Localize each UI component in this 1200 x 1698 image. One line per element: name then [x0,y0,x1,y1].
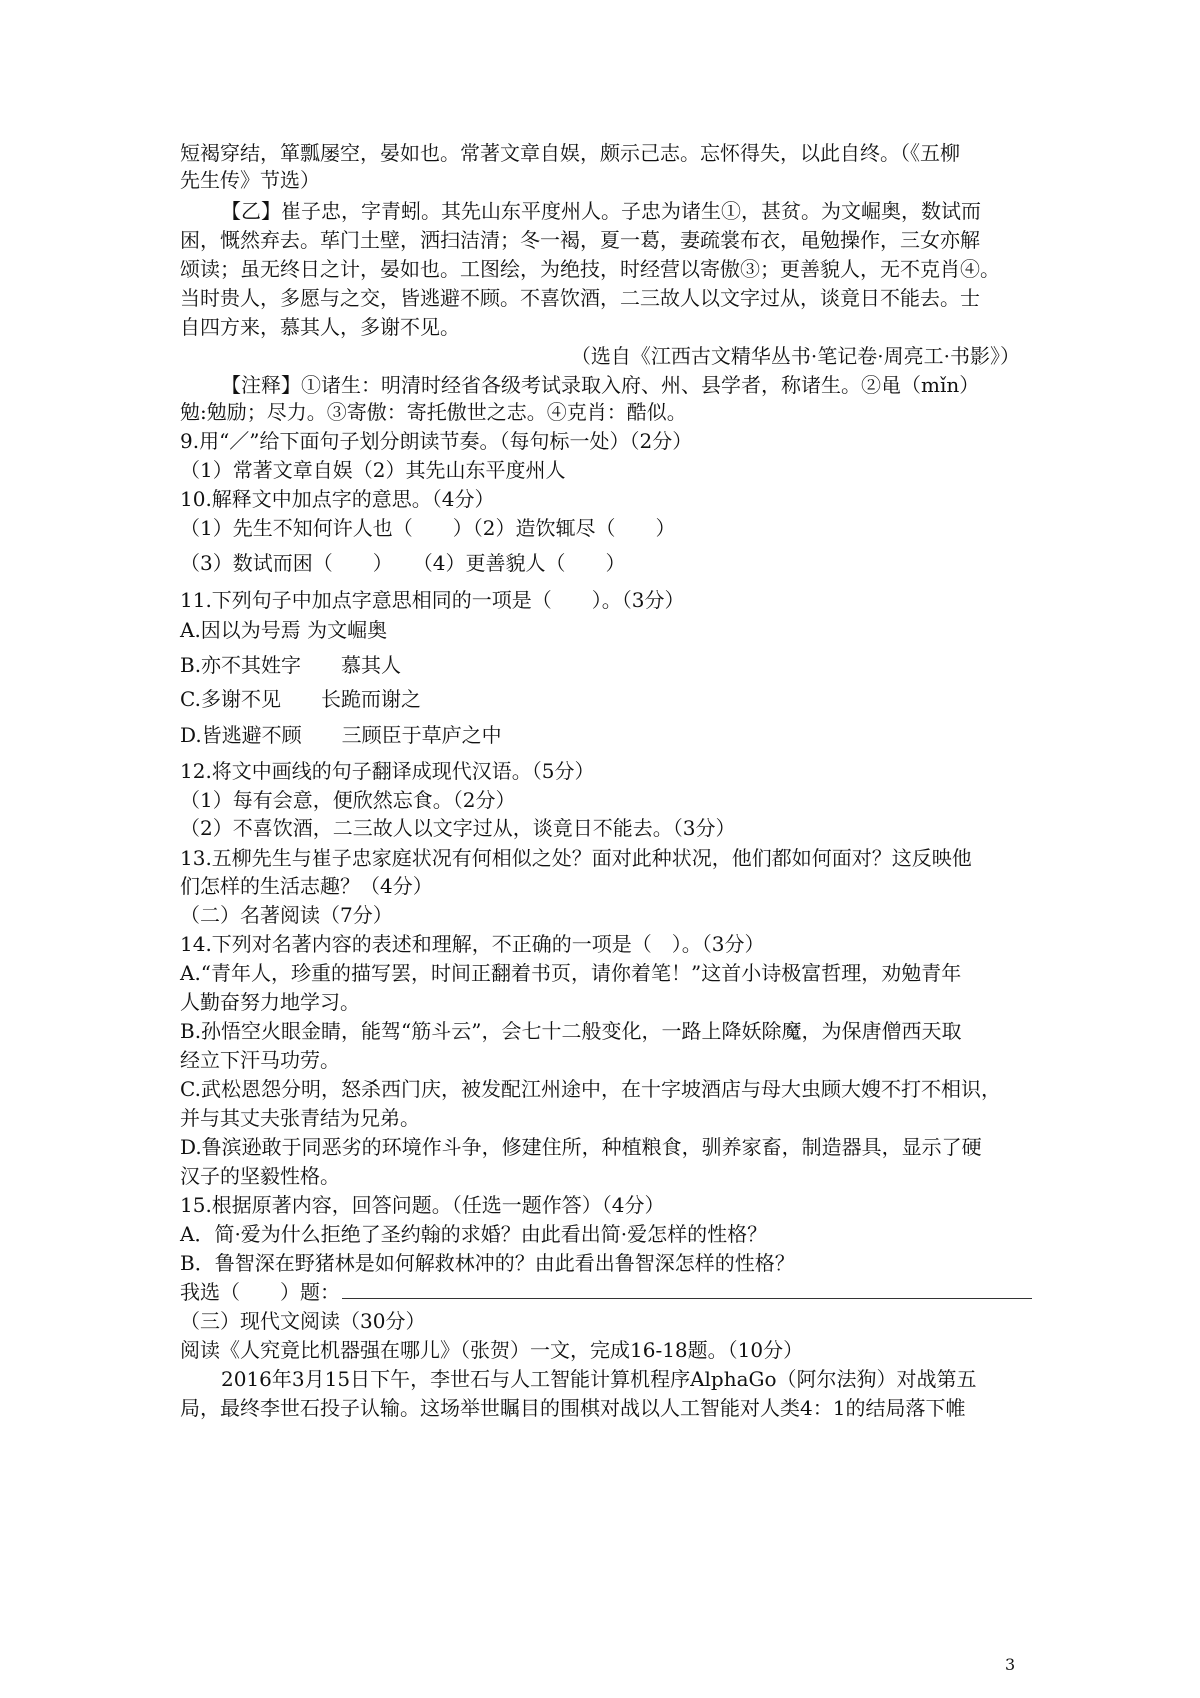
section-heading: （三）现代文阅读（30分） [180,1309,426,1333]
text-line: 先生传》节选） [180,168,320,192]
text-line: 困，慨然弃去。荜门土壁，洒扫洁清；冬一褐，夏一葛，妻疏裳布衣，黾勉操作，三女亦解 [180,228,980,252]
question-13: 13.五柳先生与崔子忠家庭状况有何相似之处？面对此种状况，他们都如何面对？这反映他 [180,846,972,870]
text-line: 颂读；虽无终日之计，晏如也。工图绘，为绝技，时经营以寄傲③；更善貌人，无不克肖④。 [180,257,1000,281]
answer-prompt: 我选（ ）题： [180,1280,340,1304]
text-line: 汉子的坚毅性格。 [180,1164,340,1188]
text-line: 2016年3月15日下午，李世石与人工智能计算机程序AlphaGo（阿尔法狗）对战第五 [221,1367,977,1391]
text-line: 【乙】崔子忠，字青蚓。其先山东平度州人。子忠为诸生①，甚贫。为文崛奥，数试而 [221,199,981,223]
option-d: D.鲁滨逊敢于同恶劣的环境作斗争，修建住所，种植粮食，驯养家畜，制造器具，显示了硬 [180,1135,982,1159]
question-12: 12.将文中画线的句子翻译成现代汉语。（5分） [180,759,595,783]
text-line: 们怎样的生活志趣？（4分） [180,874,433,898]
text-line: （1）常著文章自娱（2）其先山东平度州人 [180,458,566,482]
text-line: （1）每有会意，便欣然忘食。（2分） [180,788,516,812]
text-line: （3）数试而困（ ） （4）更善貌人（ ） [180,551,626,575]
question-11: 11.下列句子中加点字意思相同的一项是（ ）。（3分） [180,588,685,612]
answer-line [180,1279,1020,1305]
option-b: B．鲁智深在野猪林是如何解救林冲的？由此看出鲁智深怎样的性格？ [180,1251,795,1275]
text-line: 阅读《人究竟比机器强在哪儿》（张贺）一文，完成16-18题。（10分） [180,1338,804,1362]
option-b: B.亦不其姓字 慕其人 [180,653,402,677]
option-a: A．简·爱为什么拒绝了圣约翰的求婚？由此看出简·爱怎样的性格？ [180,1222,768,1246]
question-14: 14.下列对名著内容的表述和理解，不正确的一项是（ ）。（3分） [180,932,765,956]
text-line: 自四方来，慕其人，多谢不见。 [180,315,460,339]
question-10: 10.解释文中加点字的意思。（4分） [180,487,495,511]
section-heading: （二）名著阅读（7分） [180,903,393,927]
text-line: 短褐穿结，箪瓢屡空，晏如也。常著文章自娱，颇示己志。忘怀得失，以此自终。（《五柳 [180,141,960,165]
text-line: （1）先生不知何许人也（ ）（2）造饮辄尽（ ） [180,516,676,540]
option-d: D.皆逃避不顾 三顾臣于草庐之中 [180,723,502,747]
option-c: C.武松恩怨分明，怒杀西门庆，被发配江州途中，在十字坡酒店与母大虫顾大嫂不打不相识， [180,1077,1001,1101]
page-number: 3 [1005,1655,1016,1674]
text-line: 当时贵人，多愿与之交，皆逃避不顾。不喜饮酒，二三故人以文字过从，谈竟日不能去。士 [180,286,980,310]
question-15: 15.根据原著内容，回答问题。（任选一题作答）（4分） [180,1193,665,1217]
option-c: C.多谢不见 长跪而谢之 [180,687,421,711]
source-citation: （选自《江西古文精华丛书·笔记卷·周亮工·书影》） [570,344,1020,368]
option-a: A.因以为号焉 为文崛奥 [180,618,388,642]
text-line: （2）不喜饮酒，二三故人以文字过从，谈竟日不能去。（3分） [180,816,736,840]
text-line: 经立下汗马功劳。 [180,1048,340,1072]
option-b: B.孙悟空火眼金睛，能驾“筋斗云”，会七十二般变化，一路上降妖除魔，为保唐僧西天取 [180,1019,962,1043]
text-line: 勉:勉励；尽力。③寄傲：寄托傲世之志。④克肖：酷似。 [180,400,687,424]
text-line: 局，最终李世石投子认输。这场举世瞩目的围棋对战以人工智能对人类4：1的结局落下帷 [180,1396,966,1420]
text-line: 【注释】①诸生：明清时经省各级考试录取入府、州、县学者，称诸生。②黾（mǐn） [221,373,980,397]
answer-blank [342,1280,1032,1299]
text-line: 并与其丈夫张青结为兄弟。 [180,1106,420,1130]
question-9: 9.用“／”给下面句子划分朗读节奏。（每句标一处）（2分） [180,429,693,453]
text-line: 人勤奋努力地学习。 [180,990,360,1014]
option-a: A.“青年人，珍重的描写罢，时间正翻着书页，请你着笔！”这首小诗极富哲理，劝勉青年 [180,961,962,985]
